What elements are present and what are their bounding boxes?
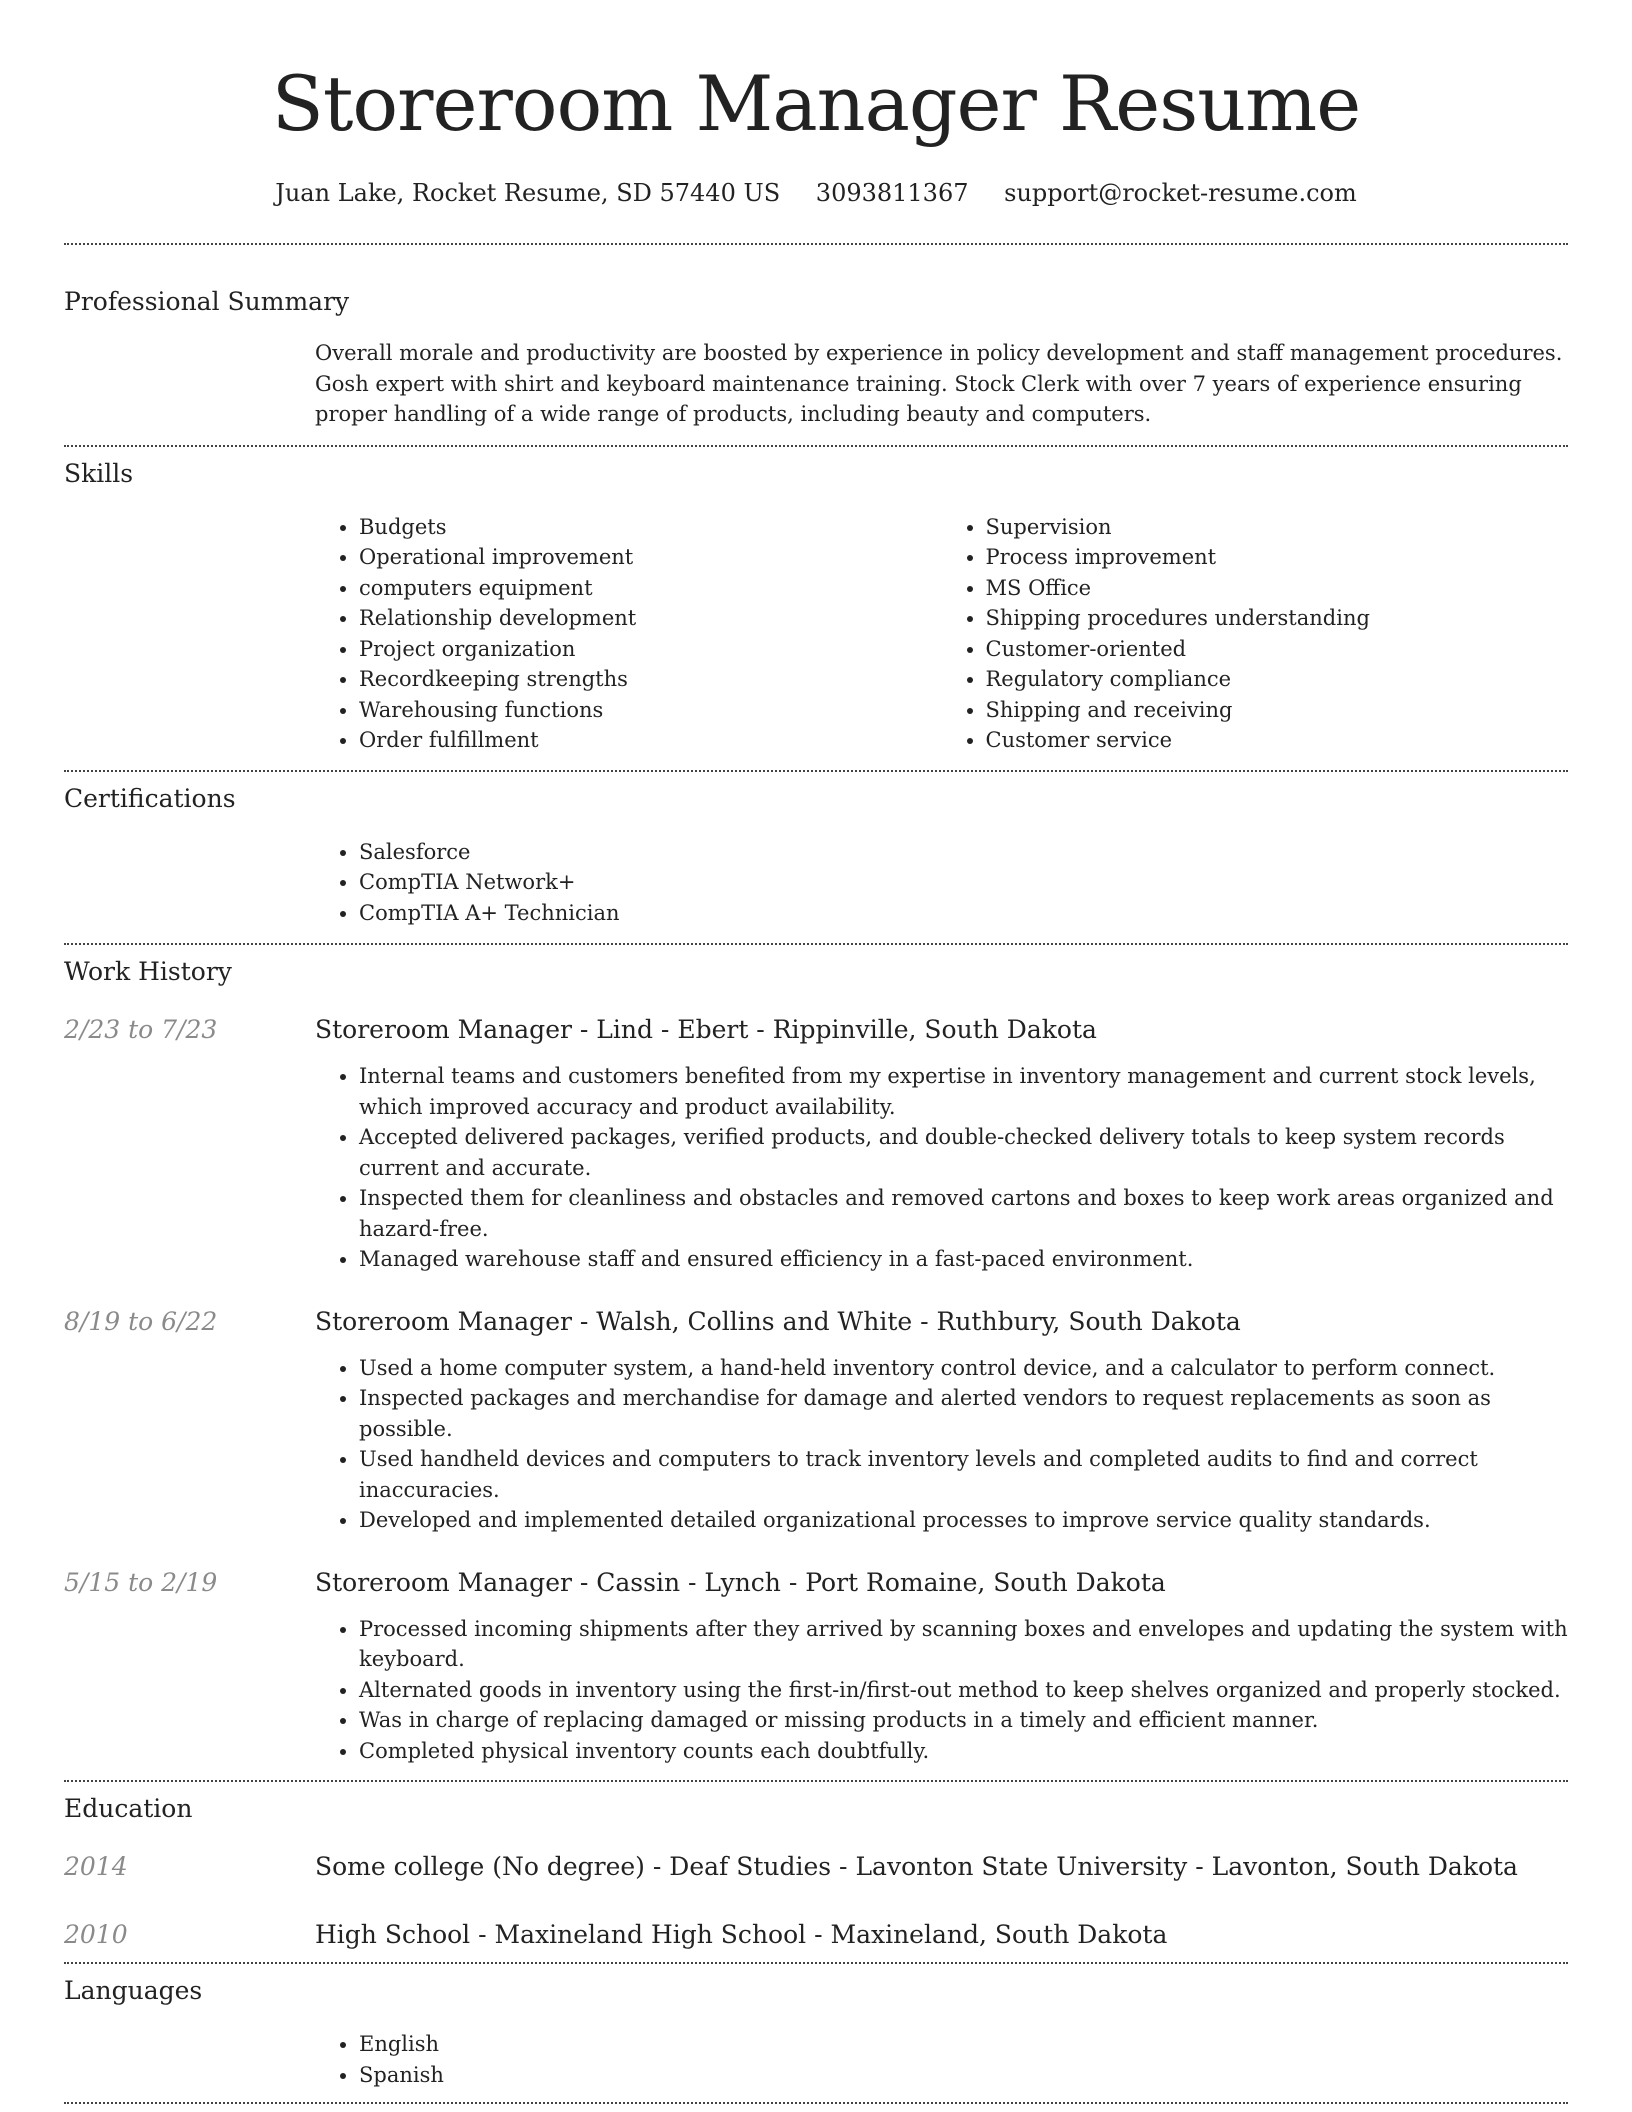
- skills-list-left: [315, 512, 942, 756]
- list-item: • Regulatory compliance: [986, 664, 1569, 695]
- list-item: • Relationship development: [359, 603, 942, 634]
- list-item: • CompTIA Network+: [359, 867, 1568, 898]
- languages-section: [64, 1964, 1568, 2102]
- section-heading: Skills: [64, 458, 134, 488]
- section-heading: Certifications: [64, 783, 236, 813]
- contact-email[interactable]: support@rocket-resume.com: [1004, 179, 1357, 207]
- list-item: • Internal teams and customers benefited from my expertise in inventory management and current stock levels, which improved accuracy and product availability.: [359, 1061, 1568, 1122]
- list-item: • Shipping and receiving: [986, 695, 1569, 726]
- job-title: Storeroom Manager - Walsh, Collins and White - Ruthbury, South Dakota: [315, 1306, 1241, 1336]
- list-item: • Budgets: [359, 512, 942, 543]
- education-year: 2014: [64, 1852, 128, 1881]
- contact-line: [64, 176, 1568, 210]
- education-entry: [64, 1850, 1568, 1884]
- job-header: [64, 1305, 1568, 1339]
- education-year: 2010: [64, 1920, 128, 1949]
- job-entry: [64, 1013, 1568, 1275]
- education-degree: High School - Maxineland High School - Maxineland, South Dakota: [315, 1920, 1168, 1949]
- job-bullets: [315, 1061, 1568, 1275]
- list-item: • Shipping procedures understanding: [986, 603, 1569, 634]
- certifications-section: [64, 772, 1568, 944]
- list-item: • Project organization: [359, 634, 942, 665]
- list-item: • Used handheld devices and computers to track inventory levels and completed audits to find and correct inaccuracies.: [359, 1444, 1568, 1505]
- certifications-body: [315, 837, 1568, 944]
- list-item: • MS Office: [986, 573, 1569, 604]
- list-item: • Customer-oriented: [986, 634, 1569, 665]
- divider: [64, 2102, 1568, 2104]
- summary-text: Overall morale and productivity are boosted by experience in policy development and staff management procedures. Gosh expert with shirt and keyboard maintenance training. Stock Clerk with over 7 years of experience ensuring proper handling of a wide range of products, including beauty and computers.: [315, 341, 1563, 426]
- job-bullets: [315, 1353, 1568, 1536]
- list-item: • Processed incoming shipments after they arrived by scanning boxes and envelopes and updating the system with keyboard.: [359, 1614, 1568, 1675]
- list-item: • Managed warehouse staff and ensured efficiency in a fast-paced environment.: [359, 1244, 1568, 1275]
- list-item: • English: [359, 2029, 1568, 2060]
- list-item: • Warehousing functions: [359, 695, 942, 726]
- job-header: [64, 1566, 1568, 1600]
- education-degree: Some college (No degree) - Deaf Studies - Lavonton State University - Lavonton, South Dakota: [315, 1852, 1518, 1881]
- section-heading: Work History: [64, 957, 232, 986]
- list-item: • Alternated goods in inventory using the first-in/first-out method to keep shelves organized and properly stocked.: [359, 1675, 1568, 1706]
- section-heading: Education: [64, 1794, 193, 1823]
- list-item: • Used a home computer system, a hand-held inventory control device, and a calculator to perform connect.: [359, 1353, 1568, 1384]
- job-dates: 5/15 to 2/19: [64, 1567, 218, 1597]
- job-bullets: [315, 1614, 1568, 1767]
- list-item: • Spanish: [359, 2060, 1568, 2091]
- skills-grid: [315, 512, 1568, 770]
- education-section: [64, 1782, 1568, 1962]
- list-item: • Accepted delivered packages, verified products, and double-checked delivery totals to keep system records current and accurate.: [359, 1122, 1568, 1183]
- job-entry: [64, 1566, 1568, 1781]
- section-heading: Languages: [64, 1976, 203, 2005]
- languages-body: [315, 2029, 1568, 2102]
- certifications-list: [315, 837, 1568, 929]
- list-item: • Salesforce: [359, 837, 1568, 868]
- list-item: • Inspected them for cleanliness and obstacles and removed cartons and boxes to keep work areas organized and hazard-free.: [359, 1183, 1568, 1244]
- contact-phone: 3093811367: [815, 179, 969, 207]
- job-header: [64, 1013, 1568, 1047]
- list-item: • Developed and implemented detailed organizational processes to improve service quality standards.: [359, 1505, 1568, 1536]
- list-item: • Process improvement: [986, 542, 1569, 573]
- skills-list-right: [942, 512, 1569, 756]
- job-details: [315, 1614, 1568, 1767]
- list-item: • Was in charge of replacing damaged or missing products in a timely and efficient manner.: [359, 1705, 1568, 1736]
- list-item: • computers equipment: [359, 573, 942, 604]
- job-entry: [64, 1305, 1568, 1536]
- education-entry: [64, 1918, 1568, 1962]
- languages-list: [315, 2029, 1568, 2090]
- list-item: • Recordkeeping strengths: [359, 664, 942, 695]
- section-heading: Professional Summary: [64, 287, 350, 316]
- skills-section: [64, 447, 1568, 770]
- job-title: Storeroom Manager - Lind - Ebert - Rippinville, South Dakota: [315, 1015, 1097, 1044]
- list-item: • CompTIA A+ Technician: [359, 898, 1568, 929]
- job-dates: 8/19 to 6/22: [64, 1306, 218, 1336]
- list-item: • Supervision: [986, 512, 1569, 543]
- job-details: [315, 1061, 1568, 1275]
- list-item: • Order fulfillment: [359, 725, 942, 756]
- list-item: • Inspected packages and merchandise for damage and alerted vendors to request replacements as soon as possible.: [359, 1383, 1568, 1444]
- list-item: • Completed physical inventory counts each doubtfully.: [359, 1736, 1568, 1767]
- list-item: • Operational improvement: [359, 542, 942, 573]
- job-details: [315, 1353, 1568, 1536]
- page-title: Storeroom Manager Resume: [271, 59, 1361, 148]
- summary-section: [64, 245, 1568, 445]
- contact-address: Juan Lake, Rocket Resume, SD 57440 US: [275, 179, 781, 207]
- list-item: • Customer service: [986, 725, 1569, 756]
- job-title: Storeroom Manager - Cassin - Lynch - Port Romaine, South Dakota: [315, 1567, 1166, 1597]
- job-dates: 2/23 to 7/23: [64, 1015, 218, 1044]
- work-section: [64, 945, 1568, 1780]
